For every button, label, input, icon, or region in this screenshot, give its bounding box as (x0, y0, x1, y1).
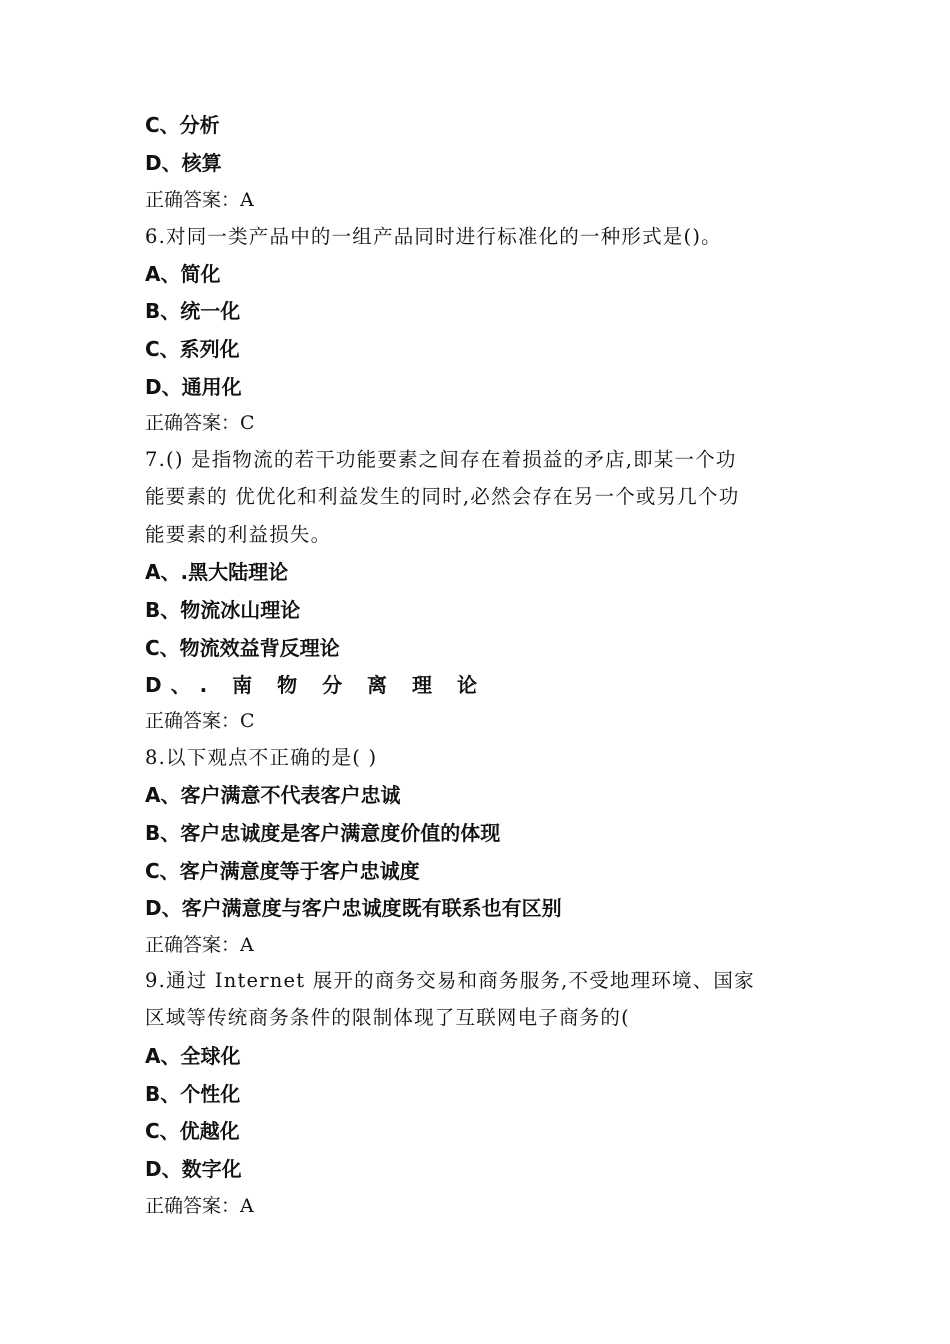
option-line: D、客户满意度与客户忠诚度既有联系也有区别 (145, 896, 562, 920)
question-line: 能要素的 优优化和利益发生的同时,必然会存在另一个或另几个功 (145, 485, 740, 508)
option-line: C、客户满意度等于客户忠诚度 (145, 859, 420, 883)
answer-line: 正确答案：C (145, 710, 255, 732)
option-line: B、个性化 (145, 1082, 241, 1106)
option-line: D、. 南 物 分 离 理 论 (145, 673, 486, 697)
answer-line: 正确答案：A (145, 934, 254, 956)
answer-line: 正确答案：A (145, 189, 254, 211)
option-line: B、统一化 (145, 299, 241, 323)
option-line: A、全球化 (145, 1044, 241, 1068)
option-line: D、数字化 (145, 1157, 242, 1181)
question-line: 6.对同一类产品中的一组产品同时进行标准化的一种形式是()。 (145, 225, 722, 248)
option-line: D、通用化 (145, 375, 242, 399)
question-line: 区域等传统商务条件的限制体现了互联网电子商务的( (145, 1006, 630, 1029)
question-line: 7.() 是指物流的若干功能要素之间存在着损益的矛店,即某一个功 (145, 448, 737, 471)
answer-line: 正确答案：C (145, 412, 255, 434)
option-line: A、客户满意不代表客户忠诚 (145, 783, 401, 807)
option-line: B、物流冰山理论 (145, 598, 301, 622)
answer-line: 正确答案：A (145, 1195, 254, 1217)
question-line: 能要素的利益损失。 (145, 523, 332, 546)
option-line: C、优越化 (145, 1119, 240, 1143)
question-line: 8.以下观点不正确的是( ) (145, 746, 378, 769)
option-line: D、核算 (145, 151, 222, 175)
option-line: A、简化 (145, 262, 221, 286)
option-line: C、物流效益背反理论 (145, 636, 340, 660)
option-line: C、分析 (145, 113, 220, 137)
option-line: B、客户忠诚度是客户满意度价值的体现 (145, 821, 501, 845)
question-line: 9.通过 Internet 展开的商务交易和商务服务,不受地理环境、国家 (145, 969, 755, 992)
option-line: C、系列化 (145, 337, 240, 361)
option-line: A、.黑大陆理论 (145, 560, 289, 584)
